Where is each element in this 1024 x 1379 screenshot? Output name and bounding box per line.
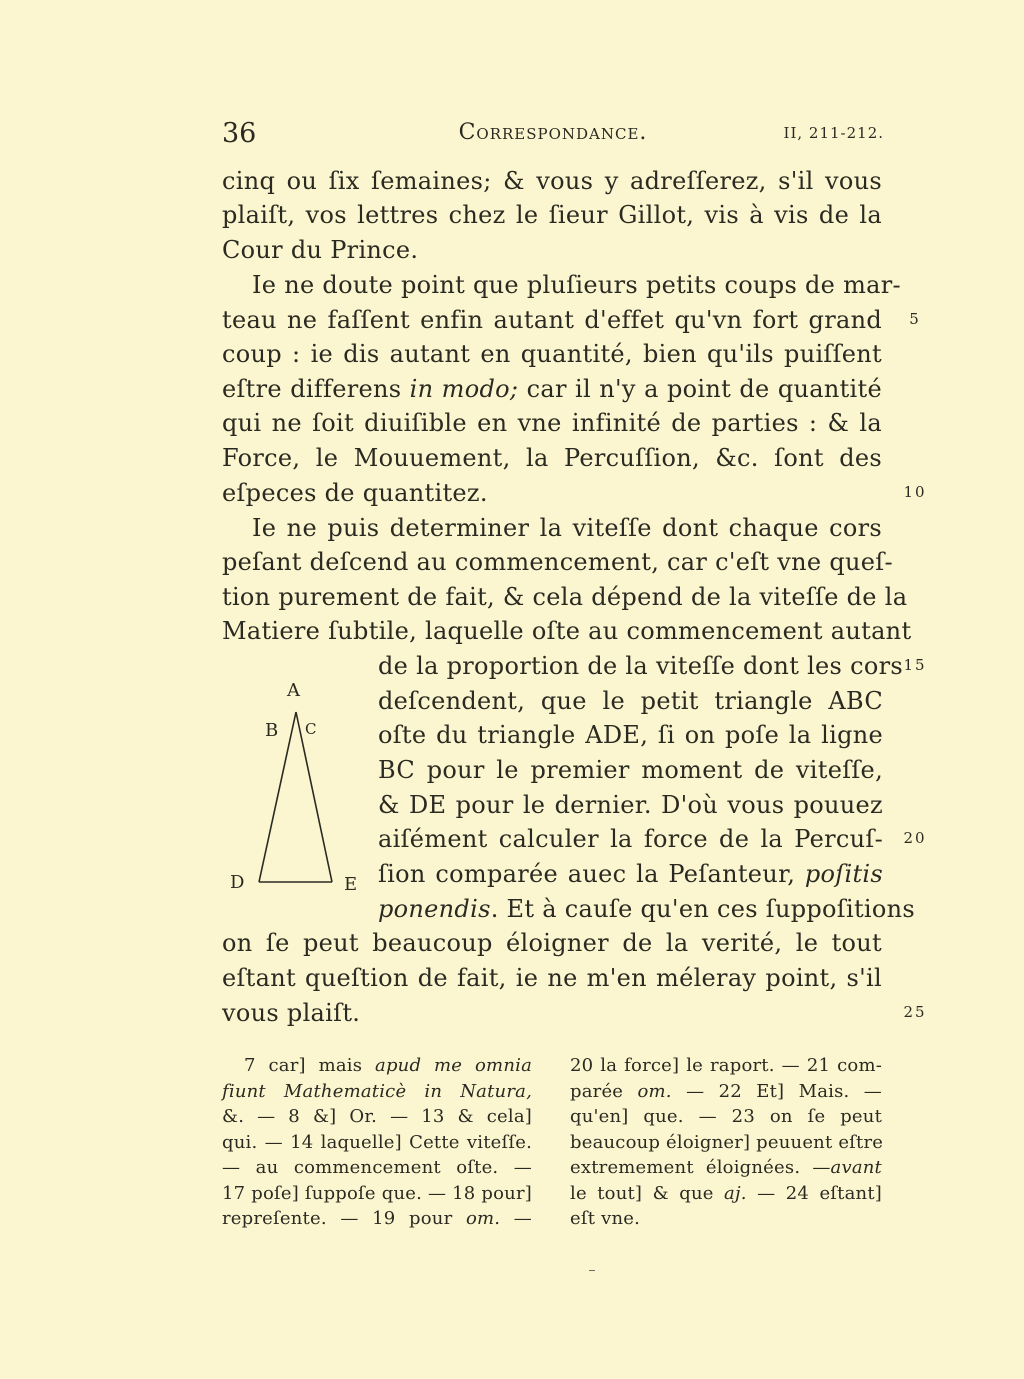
text-line: [378, 857, 883, 891]
note-segment: 7 car] mais: [244, 1055, 376, 1076]
vertex-label-e: E: [344, 874, 358, 895]
note-segment: parée: [570, 1080, 638, 1102]
note-line: 17 poſe] ſuppoſe que. — 18 pour]: [222, 1182, 532, 1204]
line-number: 25: [903, 1003, 927, 1021]
note-line: [570, 1079, 882, 1105]
italic-phrase: in modo;: [409, 375, 519, 403]
line-number: 20: [903, 829, 927, 847]
vertex-label-d: D: [230, 872, 245, 893]
text-segment: car il n'y a point de quantité: [518, 375, 882, 403]
italic-phrase: poſitis: [804, 860, 883, 888]
text-line: oſte du triangle ADE, ſi on poſe la ligne: [378, 721, 883, 749]
note-line: qui. — 14 laquelle] Cette viteſſe.: [222, 1131, 532, 1153]
text-line: cinq ou ſix ſemaines; & vous y adreſſerez, s'il vous: [222, 167, 882, 195]
note-italic: om.: [465, 1208, 501, 1229]
text-line: tion purement de fait, & cela dépend de la viteſſe de la: [222, 583, 908, 611]
text-line: [378, 892, 916, 926]
note-line: qu'en] que. — 23 on ſe peut: [570, 1106, 882, 1127]
page-header: [222, 118, 884, 154]
text-segment: . Et à cauſe qu'en ces ſuppoſitions: [490, 895, 916, 923]
vertex-label-c: C: [305, 720, 317, 738]
note-italic: om.: [637, 1080, 672, 1102]
text-line: & DE pour le dernier. D'où vous pouuez: [378, 791, 883, 819]
text-line: BC pour le premier moment de viteſſe,: [378, 756, 883, 784]
note-segment: extremement éloignées. —: [570, 1157, 831, 1178]
text-line: aiſément calculer la force de la Percuſ-: [378, 825, 883, 853]
page-number: 36: [222, 118, 257, 149]
note-italic: avant: [830, 1157, 882, 1178]
text-line: eſtant queſtion de fait, ie ne m'en méleray point, s'il: [222, 964, 882, 992]
text-line: peſant deſcend au commencement, car c'eſt vne queſ-: [222, 548, 893, 576]
text-line: Matiere ſubtile, laquelle oſte au commencement autant: [222, 617, 912, 645]
note-italic: aj.: [724, 1182, 747, 1204]
text-line: Force, le Mouuement, la Percuſſion, &c. ſont des: [222, 444, 882, 472]
text-line: eſpeces de quantitez.: [222, 479, 488, 507]
text-line: coup : ie dis autant en quantité, bien qu'ils puiſſent: [222, 340, 882, 368]
note-line: [570, 1155, 882, 1181]
note-line: [222, 1053, 532, 1079]
note-segment: —: [500, 1208, 532, 1229]
text-line: qui ne ſoit diuiſible en vne infinité de parties : & la: [222, 409, 882, 437]
note-line: [222, 1079, 532, 1105]
text-line: deſcendent, que le petit triangle ABC: [378, 687, 883, 715]
note-line: [570, 1181, 882, 1207]
note-line: — au commencement oſte. —: [222, 1157, 532, 1178]
vertex-label-a: A: [287, 680, 300, 701]
text-line: Ie ne doute point que pluſieurs petits coups de mar-: [252, 271, 901, 299]
text-line: teau ne faſſent enfin autant d'effet qu'vn fort grand: [222, 306, 882, 334]
footnotes-right: [570, 1053, 882, 1232]
text-line: de la proportion de la viteſſe dont les cors: [378, 652, 903, 680]
footnotes-left: [222, 1053, 532, 1232]
note-italic: fiunt Mathematicè in Natura,: [222, 1080, 532, 1102]
note-line: &. — 8 &] Or. — 13 & cela]: [222, 1106, 532, 1127]
volume-reference: II, 211-212.: [783, 124, 884, 142]
note-segment: — 24 eſtant]: [746, 1182, 882, 1204]
text-line: vous plaiſt.: [222, 999, 361, 1027]
text-segment: eſtre differens: [222, 375, 402, 403]
text-line: plaiſt, vos lettres chez le ſieur Gillot, vis à vis de la: [222, 201, 882, 229]
text-line: Cour du Prince.: [222, 236, 419, 264]
triangle-diagram: [225, 680, 365, 900]
line-number: 10: [903, 483, 927, 501]
vertex-label-b: B: [265, 720, 279, 741]
printer-mark: [589, 1270, 595, 1271]
text-line: on ſe peut beaucoup éloigner de la verité, le tout: [222, 929, 882, 957]
note-italic: apud me omnia: [375, 1055, 532, 1076]
text-segment: ſion comparée auec la Peſanteur,: [378, 860, 796, 888]
note-segment: repreſente. — 19 pour: [222, 1208, 466, 1229]
text-line: [222, 372, 882, 406]
note-line: [222, 1206, 532, 1232]
triangle-figure: [225, 680, 365, 900]
running-title: Correspondance.: [458, 120, 648, 145]
note-segment: — 22 Et] Mais. —: [671, 1080, 882, 1102]
note-line: 20 la force] le raport. — 21 com-: [570, 1055, 882, 1076]
line-number: 5: [909, 310, 921, 328]
note-segment: le tout] & que: [570, 1182, 725, 1204]
text-line: Ie ne puis determiner la viteſſe dont chaque cors: [252, 514, 882, 542]
note-line: beaucoup éloigner] peuuent eſtre: [570, 1131, 884, 1153]
italic-phrase: ponendis: [378, 895, 491, 923]
line-number: 15: [903, 656, 927, 674]
note-line: eſt vne.: [570, 1208, 641, 1229]
